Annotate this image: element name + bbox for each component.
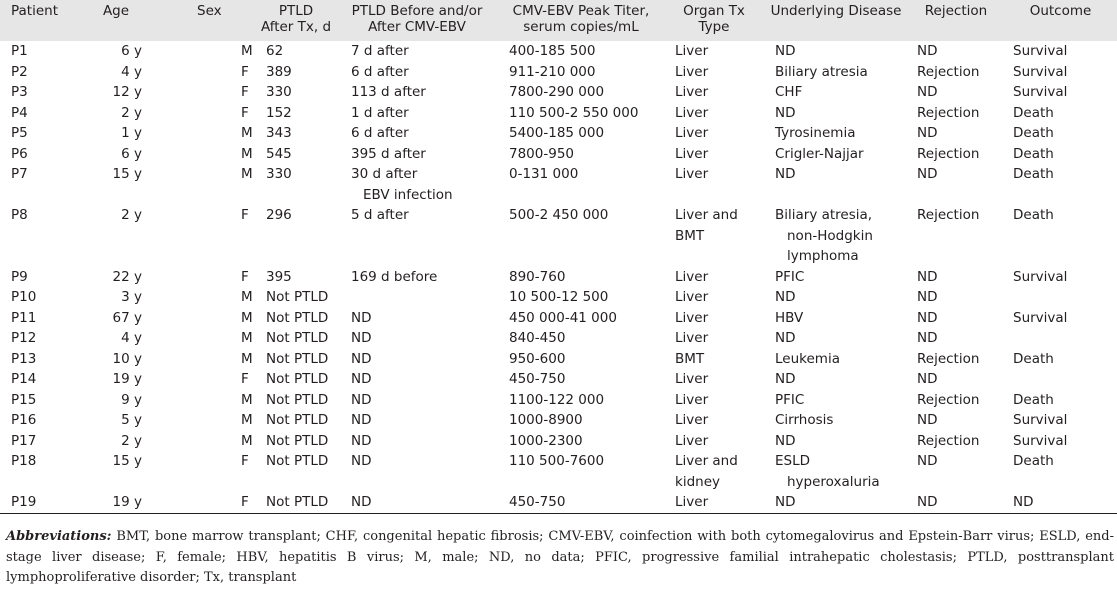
cell-sex: F (148, 492, 256, 513)
cell-underlying-disease: HBV (775, 309, 804, 326)
cell-ptld-before-after: 6 d after (351, 63, 409, 80)
cell-patient: P12 (11, 330, 37, 346)
cell-peak-titer: 500-2 450 000 (509, 207, 609, 223)
cell-underlying-disease: ESLD hyperoxaluria (775, 453, 880, 490)
cell-peak-titer: 400-185 500 (509, 43, 596, 59)
cell-rejection: ND (917, 125, 938, 141)
cell-outcome: ND (1004, 492, 1117, 513)
cell-peak-titer: 911-210 000 (509, 63, 596, 80)
cell-underlying-disease: Biliary atresia (775, 63, 868, 80)
cell-rejection: ND (917, 84, 938, 100)
table-row (0, 308, 1117, 329)
cell-underlying-disease: Leukemia (775, 350, 840, 367)
cell-peak-titer: 450-750 (509, 371, 566, 387)
cell-peak-titer: 0-131 000 (509, 166, 579, 182)
cell-rejection: ND (917, 166, 938, 182)
cell-outcome: Survival (1013, 412, 1068, 428)
header-ptld-after-tx: PTLD After Tx, d (260, 3, 332, 35)
cell-patient: P18 (11, 453, 37, 469)
cell-outcome: Survival (1013, 268, 1068, 285)
cell-organ-tx-type: Liver (675, 84, 709, 100)
cell-organ-tx-type: Liver (675, 391, 709, 408)
cell-peak-titer: 10 500-12 500 (509, 289, 609, 305)
cell-ptld-after-tx: 395 (266, 268, 292, 285)
header-rejection: Rejection (924, 3, 988, 19)
cell-rejection: Rejection (917, 104, 980, 121)
cell-underlying-disease: ND (775, 43, 796, 59)
cell-underlying-disease: ND (775, 166, 796, 182)
cell-organ-tx-type: Liver (675, 432, 709, 449)
cell-age: 1 y (121, 125, 142, 141)
cell-organ-tx-type: Liver (675, 43, 709, 59)
cell-outcome: Death (1013, 125, 1054, 141)
cell-underlying-disease: ND (775, 289, 796, 305)
table-row (0, 164, 1117, 205)
table-row (0, 287, 1117, 308)
cell-ptld-after-tx: 389 (266, 63, 292, 80)
table-row (0, 492, 1117, 513)
cell-age: 15 y (112, 166, 142, 182)
cell-organ-tx-type: Liver (675, 309, 709, 326)
cell-outcome: Survival (1013, 309, 1068, 326)
cell-rejection: ND (917, 371, 938, 387)
cell-patient: P13 (11, 350, 37, 367)
cell-ptld-before-after: ND (351, 350, 372, 367)
cell-age: 3 y (121, 289, 142, 305)
table-row (0, 41, 1117, 62)
cell-patient: P16 (11, 412, 37, 428)
cell-sex: M (241, 391, 253, 408)
cell-underlying-disease: Cirrhosis (775, 412, 834, 428)
cell-outcome: Death (1013, 207, 1054, 223)
abbreviations-footnote (6, 527, 1114, 589)
cell-outcome: Death (1013, 391, 1054, 408)
cell-organ-tx-type: Liver (675, 104, 709, 121)
cell-ptld-before-after: 6 d after (351, 125, 409, 141)
cell-peak-titer: 450 000-41 000 (509, 309, 617, 326)
cell-ptld-after-tx: Not PTLD (266, 371, 329, 387)
cell-ptld-before-after: ND (351, 432, 372, 449)
cell-peak-titer: 7800-950 (509, 145, 574, 162)
cell-sex: M (241, 330, 253, 346)
cell-organ-tx-type: Liver (664, 492, 764, 513)
cell-ptld-after-tx: 62 (266, 43, 284, 59)
cell-age: 15 y (112, 453, 142, 469)
cell-patient: P5 (11, 125, 28, 141)
cell-ptld-before-after: ND (336, 492, 498, 513)
cell-ptld-after-tx: Not PTLD (266, 453, 329, 469)
cell-age: 19 y (112, 371, 142, 387)
table-row (0, 103, 1117, 124)
cell-ptld-before-after: ND (351, 412, 372, 428)
cell-peak-titer: 840-450 (509, 330, 566, 346)
cell-sex: M (241, 432, 253, 449)
cell-rejection: Rejection (917, 207, 980, 223)
cell-age: 22 y (112, 268, 142, 285)
cell-age: 5 y (121, 412, 142, 428)
cell-organ-tx-type: Liver and BMT (675, 207, 738, 244)
cell-peak-titer: 950-600 (509, 350, 566, 367)
cell-peak-titer: 1000-2300 (509, 432, 583, 449)
cell-underlying-disease: Biliary atresia, non-Hodgkin lymphoma (775, 207, 873, 264)
cell-rejection: Rejection (917, 63, 980, 80)
cell-age: 10 y (112, 350, 142, 367)
cell-sex: M (241, 289, 253, 305)
cell-peak-titer: 110 500-2 550 000 (509, 104, 639, 121)
cell-organ-tx-type: Liver (675, 371, 709, 387)
header-underlying-disease: Underlying Disease (770, 3, 902, 19)
cell-ptld-before-after: ND (351, 391, 372, 408)
cell-rejection: ND (917, 412, 938, 428)
cell-sex: M (241, 125, 253, 141)
cell-underlying-disease: ND (775, 104, 796, 121)
cell-ptld-before-after: ND (351, 330, 372, 346)
cell-outcome: Survival (1013, 432, 1068, 449)
cell-age: 2 y (121, 432, 142, 449)
cell-patient: P17 (11, 432, 37, 449)
table-row (0, 144, 1117, 165)
cell-underlying-disease: ND (764, 492, 908, 513)
cell-outcome (1004, 328, 1117, 349)
cell-age: 19 y (66, 492, 148, 513)
cell-sex: F (241, 84, 249, 100)
cell-organ-tx-type: Liver (675, 125, 709, 141)
cell-sex: M (241, 412, 253, 428)
cell-outcome: Death (1013, 166, 1054, 182)
cell-outcome: Death (1013, 104, 1054, 121)
cell-sex: F (241, 268, 249, 285)
cell-sex: F (241, 63, 249, 80)
header-sex: Sex (197, 3, 222, 19)
cell-sex: F (241, 207, 249, 223)
cell-underlying-disease: ND (775, 432, 796, 449)
cell-patient: P3 (11, 84, 28, 100)
footnote-label: Abbreviations: (6, 529, 112, 544)
cell-patient: P4 (11, 104, 28, 121)
cell-age: 6 y (121, 43, 142, 59)
table-row (0, 390, 1117, 411)
cell-age: 4 y (121, 330, 142, 346)
cell-organ-tx-type: Liver (675, 412, 709, 428)
cell-rejection: Rejection (917, 391, 980, 408)
footnote-text: BMT, bone marrow transplant; CHF, congenital hepatic fibrosis; CMV-EBV, coinfection with both cytomegalovirus and Epstein-Barr virus; ESLD, end-stage liver disease; F, female; HBV, hepatitis B virus; M, male; ND, no data; PFIC, progressive familial intrahepatic cholestasis; PTLD, posttransplant lymphoproliferative disorder; Tx, transplant (6, 529, 1114, 585)
cell-ptld-after-tx: 296 (266, 207, 292, 223)
table-row (0, 123, 1117, 144)
cell-rejection: ND (917, 309, 938, 326)
header-outcome: Outcome (1029, 3, 1092, 19)
cell-ptld-after-tx: 545 (266, 145, 292, 162)
cell-rejection: Rejection (917, 145, 980, 162)
cell-organ-tx-type: Liver (675, 166, 709, 182)
cell-ptld-before-after: 30 d after EBV infection (351, 166, 453, 203)
cell-underlying-disease: PFIC (775, 268, 805, 285)
header-organ-tx-type: Organ Tx Type (683, 3, 745, 35)
table-row (0, 451, 1117, 492)
header-ptld-before-after: PTLD Before and/or After CMV-EBV (351, 3, 483, 35)
cell-ptld-after-tx: 343 (266, 125, 292, 141)
cell-ptld-before-after: 169 d before (351, 268, 438, 285)
cell-outcome: Death (1013, 453, 1054, 469)
cell-organ-tx-type: Liver (675, 289, 709, 305)
cell-ptld-before-after: 395 d after (351, 145, 426, 162)
cell-underlying-disease: ND (775, 330, 796, 346)
cell-organ-tx-type: Liver (675, 268, 709, 285)
table-body (0, 41, 1117, 513)
cell-ptld-before-after: 1 d after (351, 104, 409, 121)
cell-age: 67 y (112, 309, 142, 326)
cell-sex: M (241, 43, 253, 59)
cell-patient: P14 (11, 371, 37, 387)
cell-patient: P9 (11, 268, 28, 285)
table-row (0, 205, 1117, 267)
cell-organ-tx-type: Liver (675, 145, 709, 162)
cell-underlying-disease: CHF (775, 84, 803, 100)
cell-organ-tx-type: Liver and kidney (675, 453, 738, 490)
cell-rejection: Rejection (917, 432, 980, 449)
cell-ptld-before-after: ND (351, 453, 372, 469)
cell-sex: M (241, 350, 253, 367)
cell-age: 6 y (121, 145, 142, 162)
cell-peak-titer: 450-750 (498, 492, 664, 513)
table-row (0, 349, 1117, 370)
cell-peak-titer: 1000-8900 (509, 412, 583, 428)
cell-sex: F (241, 453, 249, 469)
table-row (0, 267, 1117, 288)
cell-ptld-after-tx: Not PTLD (266, 330, 329, 346)
cell-ptld-after-tx: Not PTLD (266, 350, 329, 367)
cell-ptld-before-after: ND (351, 371, 372, 387)
cell-outcome (1004, 287, 1117, 308)
cell-sex: F (241, 371, 249, 387)
cell-organ-tx-type: Liver (675, 63, 709, 80)
cell-patient: P19 (0, 492, 66, 513)
cell-ptld-after-tx: 152 (266, 104, 292, 121)
cell-organ-tx-type: Liver (675, 330, 709, 346)
cell-sex: M (241, 166, 253, 182)
table-row (0, 369, 1117, 390)
cell-ptld-after-tx: Not PTLD (266, 309, 329, 326)
cell-age: 4 y (121, 63, 142, 80)
cell-rejection: ND (908, 492, 1004, 513)
cell-rejection: ND (917, 289, 938, 305)
cell-ptld-before-after: ND (351, 309, 372, 326)
table-row (0, 431, 1117, 452)
cell-rejection: ND (917, 268, 938, 285)
cell-patient: P15 (11, 391, 37, 408)
cell-outcome (1004, 369, 1117, 390)
cell-sex: M (241, 309, 253, 326)
cell-outcome: Survival (1013, 63, 1068, 80)
cell-patient: P11 (11, 309, 37, 326)
cell-ptld-after-tx: Not PTLD (266, 432, 329, 449)
cell-ptld-before-after: 113 d after (351, 84, 426, 100)
cell-rejection: ND (917, 330, 938, 346)
cell-outcome: Death (1013, 350, 1054, 367)
cell-ptld-after-tx: 330 (266, 84, 292, 100)
cell-ptld-after-tx: 330 (266, 166, 292, 182)
cell-ptld-before-after (336, 287, 498, 308)
cell-ptld-after-tx: Not PTLD (266, 391, 329, 408)
cell-rejection: ND (917, 453, 938, 469)
table-row (0, 410, 1117, 431)
cell-age: 9 y (121, 391, 142, 408)
cell-patient: P8 (11, 207, 28, 223)
header-row (0, 0, 1117, 41)
cell-age: 12 y (112, 84, 142, 100)
table-row (0, 82, 1117, 103)
cell-underlying-disease: ND (775, 371, 796, 387)
header-age: Age (102, 3, 130, 19)
table-row (0, 328, 1117, 349)
cell-peak-titer: 110 500-7600 (509, 453, 605, 469)
cell-sex: F (241, 104, 249, 121)
table-header (0, 0, 1117, 41)
cell-peak-titer: 890-760 (509, 268, 566, 285)
cell-patient: P2 (11, 63, 28, 80)
cell-rejection: Rejection (917, 350, 980, 367)
cell-rejection: ND (917, 43, 938, 59)
cell-sex: M (241, 145, 253, 162)
cell-outcome: Death (1013, 145, 1054, 162)
cell-ptld-before-after: 5 d after (351, 207, 409, 223)
cell-ptld-after-tx: Not PTLD (256, 492, 336, 513)
cell-outcome: Survival (1013, 43, 1068, 59)
cell-patient: P6 (11, 145, 28, 162)
cell-underlying-disease: PFIC (775, 391, 805, 408)
cell-ptld-before-after: 7 d after (351, 43, 409, 59)
header-peak-titer: CMV-EBV Peak Titer, serum copies/mL (512, 3, 650, 35)
cell-peak-titer: 7800-290 000 (509, 84, 605, 100)
cell-outcome: Survival (1013, 84, 1068, 100)
header-patient: Patient (11, 3, 59, 19)
cell-patient: P1 (11, 43, 28, 59)
cell-ptld-after-tx: Not PTLD (266, 289, 329, 305)
cell-age: 2 y (121, 207, 142, 223)
cell-underlying-disease: Tyrosinemia (775, 125, 856, 141)
cell-peak-titer: 1100-122 000 (509, 391, 605, 408)
cell-organ-tx-type: BMT (675, 350, 705, 367)
cell-patient: P7 (11, 166, 28, 182)
cell-peak-titer: 5400-185 000 (509, 125, 605, 141)
cell-patient: P10 (11, 289, 37, 305)
cell-ptld-after-tx: Not PTLD (266, 412, 329, 428)
table-row (0, 62, 1117, 83)
cell-underlying-disease: Crigler-Najjar (775, 145, 864, 162)
cell-age: 2 y (121, 104, 142, 121)
